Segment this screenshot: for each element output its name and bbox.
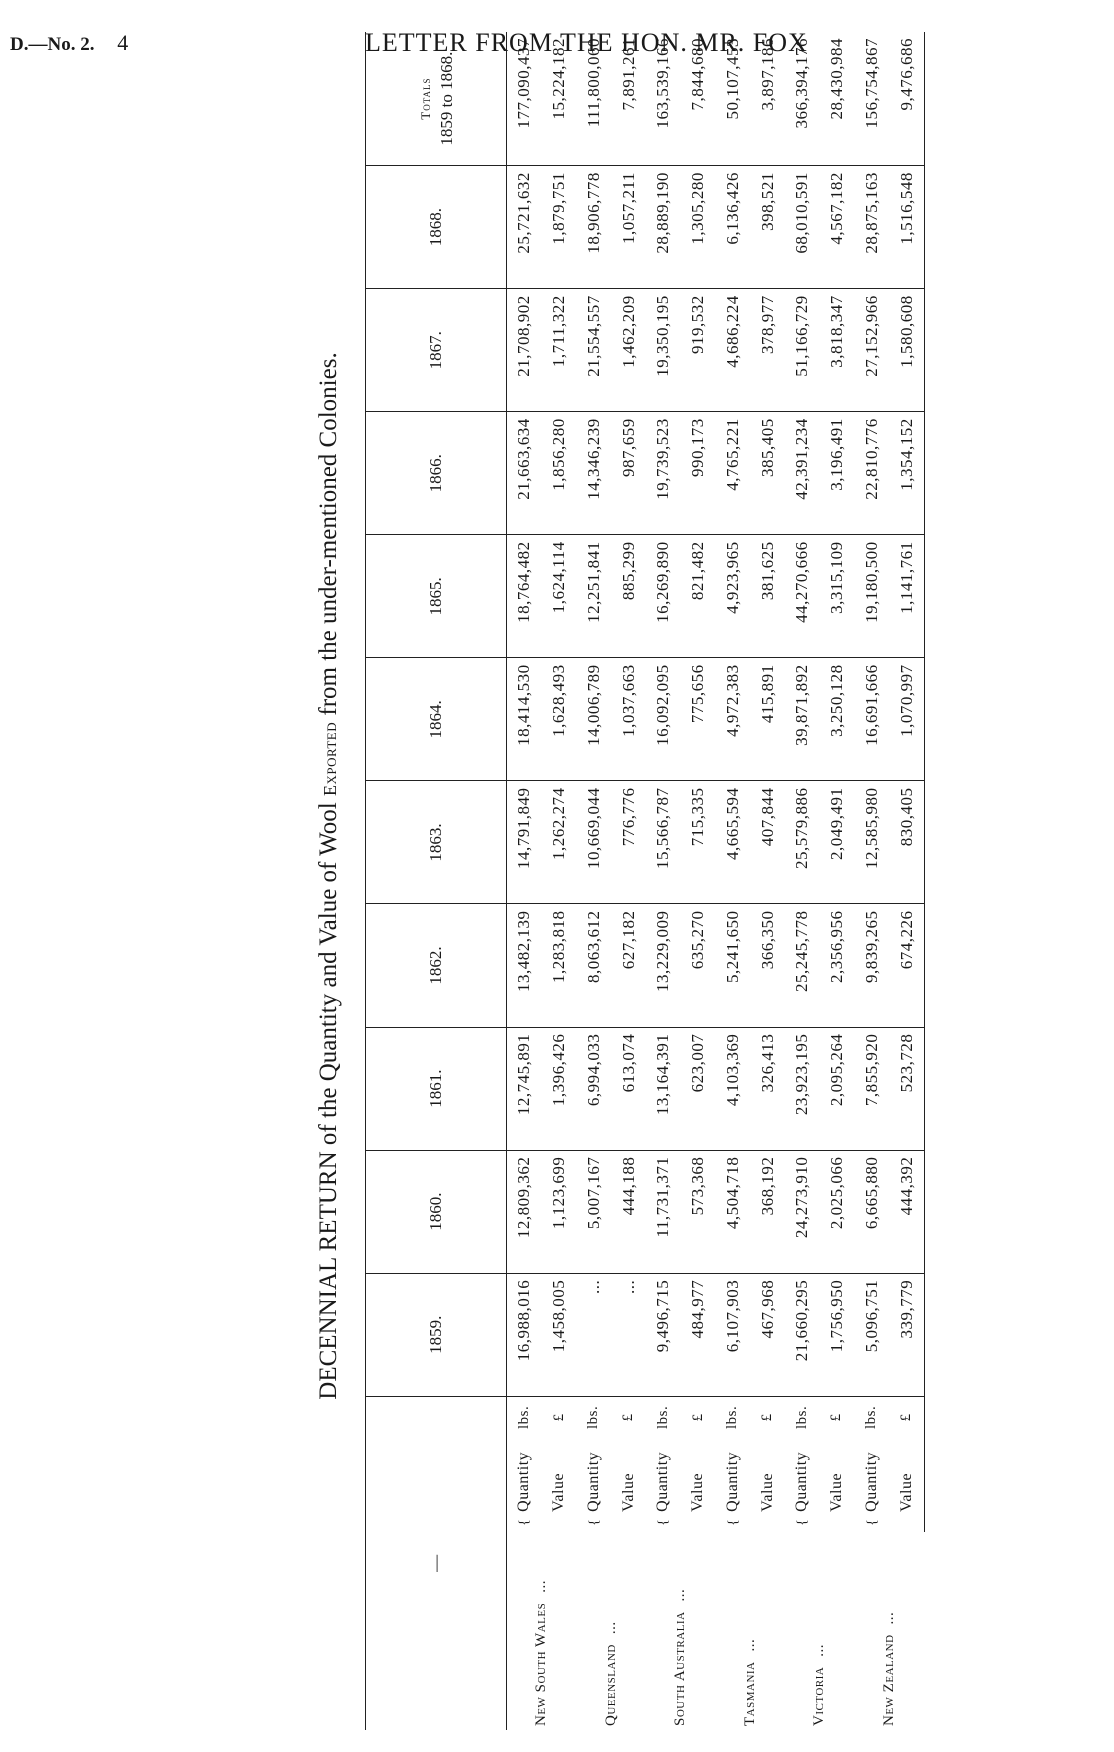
caption-tail: from the under-mentioned Colonies.: [315, 352, 342, 716]
brace-mark: {: [656, 1518, 672, 1526]
value-cell: 16,269,890: [646, 535, 681, 658]
value-cell: 1,141,761: [889, 535, 924, 658]
value-cell: 1,624,114: [542, 535, 577, 658]
wool-export-table: [365, 32, 925, 1730]
year-header: 1859.: [366, 1273, 507, 1396]
value-cell: 366,350: [750, 904, 785, 1027]
measure-label-cell: [750, 1438, 785, 1532]
value-cell: 42,391,234: [785, 412, 820, 535]
colony-name-cell: [854, 1532, 924, 1730]
value-cell: 7,855,920: [854, 1027, 889, 1150]
corner-header: —: [366, 1396, 507, 1730]
year-header: 1865.: [366, 535, 507, 658]
value-cell: 635,270: [681, 904, 716, 1027]
running-title: LETTER FROM THE HON. MR. FOX: [365, 28, 808, 57]
total-cell: 163,539,166: [646, 32, 681, 166]
measure-label: Value: [758, 1472, 776, 1512]
value-cell: 1,057,211: [611, 166, 646, 289]
value-cell: 5,241,650: [715, 904, 750, 1027]
value-cell: 1,756,950: [820, 1273, 855, 1396]
unit-cell: lbs.: [793, 1405, 810, 1429]
caption-lead: DECENNIAL RETURN of the Quantity and Value of Wool: [315, 802, 342, 1400]
value-cell: 1,262,274: [542, 781, 577, 904]
total-cell: 177,090,437: [507, 32, 542, 166]
leader-dots: ...: [602, 1621, 619, 1635]
value-cell: 11,731,371: [646, 1150, 681, 1273]
value-cell: 1,580,608: [889, 289, 924, 412]
value-cell: 3,315,109: [820, 535, 855, 658]
value-cell: 21,708,902: [507, 289, 542, 412]
measure-label-cell: [854, 1438, 889, 1532]
value-cell: 990,173: [681, 412, 716, 535]
value-cell: 339,779: [889, 1273, 924, 1396]
measure-label: Quantity: [654, 1451, 672, 1512]
measure-label: Value: [550, 1472, 568, 1512]
leader-dots: ...: [741, 1638, 758, 1652]
total-cell: 9,476,686: [889, 32, 924, 166]
value-cell: ...: [611, 1273, 646, 1396]
value-cell: 1,711,322: [542, 289, 577, 412]
value-cell: 1,070,997: [889, 658, 924, 781]
measure-label-cell: [889, 1438, 924, 1532]
rotated-table-region: [310, 0, 1090, 1752]
value-cell: 484,977: [681, 1273, 716, 1396]
document-reference: [10, 30, 128, 56]
measure-label: Quantity: [515, 1451, 533, 1512]
value-cell: 1,856,280: [542, 412, 577, 535]
value-cell: 444,392: [889, 1150, 924, 1273]
table-row: [507, 32, 542, 1730]
value-cell: 4,686,224: [715, 289, 750, 412]
value-cell: 407,844: [750, 781, 785, 904]
table-row: [785, 32, 820, 1730]
value-cell: 8,063,612: [576, 904, 611, 1027]
unit-cell: £: [689, 1413, 706, 1422]
value-cell: 613,074: [611, 1027, 646, 1150]
value-cell: 4,923,965: [715, 535, 750, 658]
value-cell: 13,229,009: [646, 904, 681, 1027]
table-row: [611, 32, 646, 1730]
value-cell: 16,988,016: [507, 1273, 542, 1396]
value-cell: 27,152,966: [854, 289, 889, 412]
value-cell: 9,839,265: [854, 904, 889, 1027]
value-cell: 10,669,044: [576, 781, 611, 904]
value-cell: 19,350,195: [646, 289, 681, 412]
page-number: 4: [117, 30, 129, 55]
unit-cell: lbs.: [515, 1405, 532, 1429]
value-cell: 16,092,095: [646, 658, 681, 781]
value-cell: 14,791,849: [507, 781, 542, 904]
value-cell: 5,007,167: [576, 1150, 611, 1273]
value-cell: 6,665,880: [854, 1150, 889, 1273]
value-cell: 9,496,715: [646, 1273, 681, 1396]
value-cell: 25,721,632: [507, 166, 542, 289]
value-cell: 16,691,666: [854, 658, 889, 781]
header-row: [366, 32, 507, 1730]
value-cell: 4,504,718: [715, 1150, 750, 1273]
value-cell: 1,283,818: [542, 904, 577, 1027]
value-cell: 6,107,903: [715, 1273, 750, 1396]
value-cell: 18,414,530: [507, 658, 542, 781]
value-cell: 444,188: [611, 1150, 646, 1273]
colony-name: Victoria: [811, 1666, 828, 1726]
value-cell: 415,891: [750, 658, 785, 781]
colony-name: Queensland: [602, 1644, 619, 1726]
value-cell: 1,305,280: [681, 166, 716, 289]
table-body: [507, 32, 925, 1730]
value-cell: 25,579,886: [785, 781, 820, 904]
value-cell: 25,245,778: [785, 904, 820, 1027]
value-cell: 4,567,182: [820, 166, 855, 289]
total-cell: 7,844,680: [681, 32, 716, 166]
year-header: 1860.: [366, 1150, 507, 1273]
value-cell: 830,405: [889, 781, 924, 904]
brace-mark: {: [517, 1518, 533, 1526]
value-cell: 467,968: [750, 1273, 785, 1396]
totals-header-line1: Totals: [417, 77, 433, 120]
value-cell: 51,166,729: [785, 289, 820, 412]
table-row: [750, 32, 785, 1730]
value-cell: 385,405: [750, 412, 785, 535]
value-cell: 368,192: [750, 1150, 785, 1273]
value-cell: 5,096,751: [854, 1273, 889, 1396]
value-cell: 14,006,789: [576, 658, 611, 781]
value-cell: 44,270,666: [785, 535, 820, 658]
year-header: 1864.: [366, 658, 507, 781]
totals-header: [366, 32, 507, 166]
value-cell: 715,335: [681, 781, 716, 904]
year-header: 1861.: [366, 1027, 507, 1150]
measure-label-cell: [507, 1438, 542, 1532]
unit-cell: lbs.: [654, 1405, 671, 1429]
totals-header-line2: 1859 to 1868.: [437, 51, 456, 146]
leader-dots: ...: [672, 1588, 689, 1602]
unit-cell: £: [889, 1396, 924, 1438]
value-cell: 12,745,891: [507, 1027, 542, 1150]
value-cell: ...: [576, 1273, 611, 1396]
value-cell: 13,164,391: [646, 1027, 681, 1150]
value-cell: 28,889,190: [646, 166, 681, 289]
table-row: [681, 32, 716, 1730]
value-cell: 23,923,195: [785, 1027, 820, 1150]
value-cell: 12,585,980: [854, 781, 889, 904]
value-cell: 4,765,221: [715, 412, 750, 535]
value-cell: 987,659: [611, 412, 646, 535]
value-cell: 22,810,776: [854, 412, 889, 535]
value-cell: 1,879,751: [542, 166, 577, 289]
measure-label-cell: [785, 1438, 820, 1532]
measure-label-cell: [715, 1438, 750, 1532]
measure-label-cell: [646, 1438, 681, 1532]
total-cell: 3,897,186: [750, 32, 785, 166]
measure-label-cell: [681, 1438, 716, 1532]
table-row: [715, 32, 750, 1730]
value-cell: 1,628,493: [542, 658, 577, 781]
table-caption: [315, 0, 355, 1752]
unit-cell: £: [759, 1413, 776, 1422]
value-cell: 4,103,369: [715, 1027, 750, 1150]
value-cell: 24,273,910: [785, 1150, 820, 1273]
total-cell: 111,800,060: [576, 32, 611, 166]
unit-cell: lbs.: [724, 1405, 741, 1429]
value-cell: 6,136,426: [715, 166, 750, 289]
value-cell: 68,010,591: [785, 166, 820, 289]
value-cell: 3,250,128: [820, 658, 855, 781]
value-cell: 3,818,347: [820, 289, 855, 412]
colony-name-cell: [507, 1532, 577, 1730]
caption-smallcaps: Exported: [320, 721, 340, 797]
leader-dots: ...: [880, 1611, 897, 1625]
unit-cell: lbs.: [863, 1405, 880, 1429]
value-cell: 919,532: [681, 289, 716, 412]
value-cell: 28,875,163: [854, 166, 889, 289]
measure-label: Quantity: [584, 1451, 602, 1512]
value-cell: 627,182: [611, 904, 646, 1027]
table-row: [889, 32, 924, 1730]
value-cell: 776,776: [611, 781, 646, 904]
brace-mark: {: [864, 1518, 880, 1526]
colony-name-cell: [576, 1532, 645, 1730]
value-cell: 623,007: [681, 1027, 716, 1150]
value-cell: 6,994,033: [576, 1027, 611, 1150]
unit-cell: £: [620, 1413, 637, 1422]
value-cell: 523,728: [889, 1027, 924, 1150]
value-cell: 2,356,956: [820, 904, 855, 1027]
total-cell: 156,754,867: [854, 32, 889, 166]
value-cell: 2,025,066: [820, 1150, 855, 1273]
measure-label: Value: [619, 1472, 637, 1512]
measure-label: Value: [827, 1472, 845, 1512]
measure-label-cell: [611, 1438, 646, 1532]
value-cell: 1,396,426: [542, 1027, 577, 1150]
value-cell: 14,346,239: [576, 412, 611, 535]
value-cell: 19,739,523: [646, 412, 681, 535]
colony-name: New South Wales: [533, 1602, 550, 1726]
value-cell: 21,660,295: [785, 1273, 820, 1396]
value-cell: 39,871,892: [785, 658, 820, 781]
total-cell: 7,891,261: [611, 32, 646, 166]
value-cell: 18,906,778: [576, 166, 611, 289]
colony-name-cell: [785, 1532, 854, 1730]
year-header: 1866.: [366, 412, 507, 535]
year-header: 1862.: [366, 904, 507, 1027]
value-cell: 1,516,548: [889, 166, 924, 289]
table-row: [820, 32, 855, 1730]
measure-label: Quantity: [862, 1451, 880, 1512]
value-cell: 2,095,264: [820, 1027, 855, 1150]
brace-mark: {: [795, 1518, 811, 1526]
value-cell: 15,566,787: [646, 781, 681, 904]
colony-name: New Zealand: [880, 1634, 897, 1726]
value-cell: 4,665,594: [715, 781, 750, 904]
total-cell: 28,430,984: [820, 32, 855, 166]
unit-cell: £: [550, 1413, 567, 1422]
doc-ref: D.—No. 2.: [10, 34, 95, 55]
colony-name-cell: [715, 1532, 784, 1730]
year-header: 1863.: [366, 781, 507, 904]
unit-cell: lbs.: [585, 1405, 602, 1429]
value-cell: 1,462,209: [611, 289, 646, 412]
value-cell: 381,625: [750, 535, 785, 658]
value-cell: 378,977: [750, 289, 785, 412]
brace-mark: {: [586, 1518, 602, 1526]
measure-label: Value: [897, 1472, 915, 1512]
measure-label-cell: [576, 1438, 611, 1532]
value-cell: 821,482: [681, 535, 716, 658]
unit-cell: £: [828, 1413, 845, 1422]
value-cell: 1,123,699: [542, 1150, 577, 1273]
measure-label: Value: [689, 1472, 707, 1512]
brace-mark: {: [725, 1518, 741, 1526]
value-cell: 1,037,663: [611, 658, 646, 781]
year-header: 1867.: [366, 289, 507, 412]
value-cell: 326,413: [750, 1027, 785, 1150]
table-row: [854, 32, 889, 1730]
colony-name: South Australia: [672, 1611, 689, 1726]
total-cell: 50,107,453: [715, 32, 750, 166]
value-cell: 19,180,500: [854, 535, 889, 658]
value-cell: 21,663,634: [507, 412, 542, 535]
value-cell: 18,764,482: [507, 535, 542, 658]
total-cell: 366,394,176: [785, 32, 820, 166]
table-row: [646, 32, 681, 1730]
value-cell: 12,251,841: [576, 535, 611, 658]
colony-name-cell: [646, 1532, 715, 1730]
measure-label: Quantity: [793, 1451, 811, 1512]
value-cell: 885,299: [611, 535, 646, 658]
year-header: 1868.: [366, 166, 507, 289]
value-cell: 775,656: [681, 658, 716, 781]
colony-name: Tasmania: [741, 1661, 758, 1726]
value-cell: 4,972,383: [715, 658, 750, 781]
value-cell: 398,521: [750, 166, 785, 289]
table-row: [542, 32, 577, 1730]
value-cell: 573,368: [681, 1150, 716, 1273]
value-cell: 13,482,139: [507, 904, 542, 1027]
value-cell: 2,049,491: [820, 781, 855, 904]
value-cell: 12,809,362: [507, 1150, 542, 1273]
measure-label-cell: [820, 1438, 855, 1532]
value-cell: 674,226: [889, 904, 924, 1027]
value-cell: 1,458,005: [542, 1273, 577, 1396]
total-cell: 15,224,182: [542, 32, 577, 166]
value-cell: 1,354,152: [889, 412, 924, 535]
value-cell: 3,196,491: [820, 412, 855, 535]
measure-label-cell: [542, 1438, 577, 1532]
measure-label: Quantity: [723, 1451, 741, 1512]
table-row: [576, 32, 611, 1730]
leader-dots: ...: [533, 1580, 550, 1593]
value-cell: 21,554,557: [576, 289, 611, 412]
leader-dots: ...: [811, 1644, 828, 1657]
